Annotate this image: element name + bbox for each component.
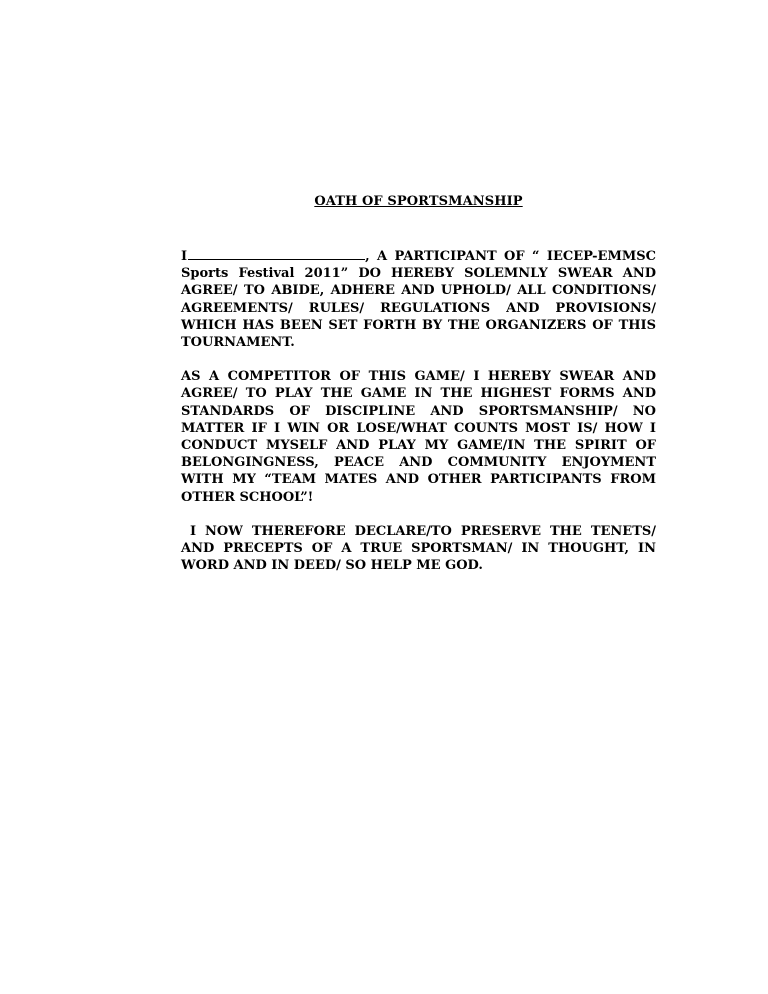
document-title: OATH OF SPORTSMANSHIP: [314, 194, 523, 209]
paragraph-1-text: , A PARTICIPANT OF “ IECEP-EMMSC Sports Festival 2011” DO HEREBY SOLEMNLY SWEAR AND AGREE/ TO ABIDE, ADHERE AND UPHOLD/ ALL CONDITIONS/ AGREEMENTS/ RULES/ REGULATIONS AND PROVISIONS/ WHICH HAS BEEN SET FORTH BY THE ORGANIZERS OF THIS TOURNAMENT.: [181, 249, 656, 351]
oath-paragraph-2: AS A COMPETITOR OF THIS GAME/ I HEREBY SWEAR AND AGREE/ TO PLAY THE GAME IN THE HIGHEST FORMS AND STANDARDS OF DISCIPLINE AND SPORTSMANSHIP/ NO MATTER IF I WIN OR LOSE/WHAT COUNTS MOST IS/ HOW I CONDUCT MYSELF AND PLAY MY GAME/IN THE SPIRIT OF BELONGINGNESS, PEACE AND COMMUNITY ENJOYMENT WITH MY “TEAM MATES AND OTHER PARTICIPANTS FROM OTHER SCHOOL”!: [181, 369, 656, 505]
name-blank-line: [188, 247, 365, 260]
paragraph-1-prefix: I: [181, 249, 188, 264]
oath-paragraph-3: I NOW THEREFORE DECLARE/TO PRESERVE THE TENETS/ AND PRECEPTS OF A TRUE SPORTSMAN/ IN THOUGHT, IN WORD AND IN DEED/ SO HELP ME GOD.: [181, 523, 656, 574]
oath-paragraph-1: [181, 247, 656, 351]
oath-content: [181, 194, 656, 591]
